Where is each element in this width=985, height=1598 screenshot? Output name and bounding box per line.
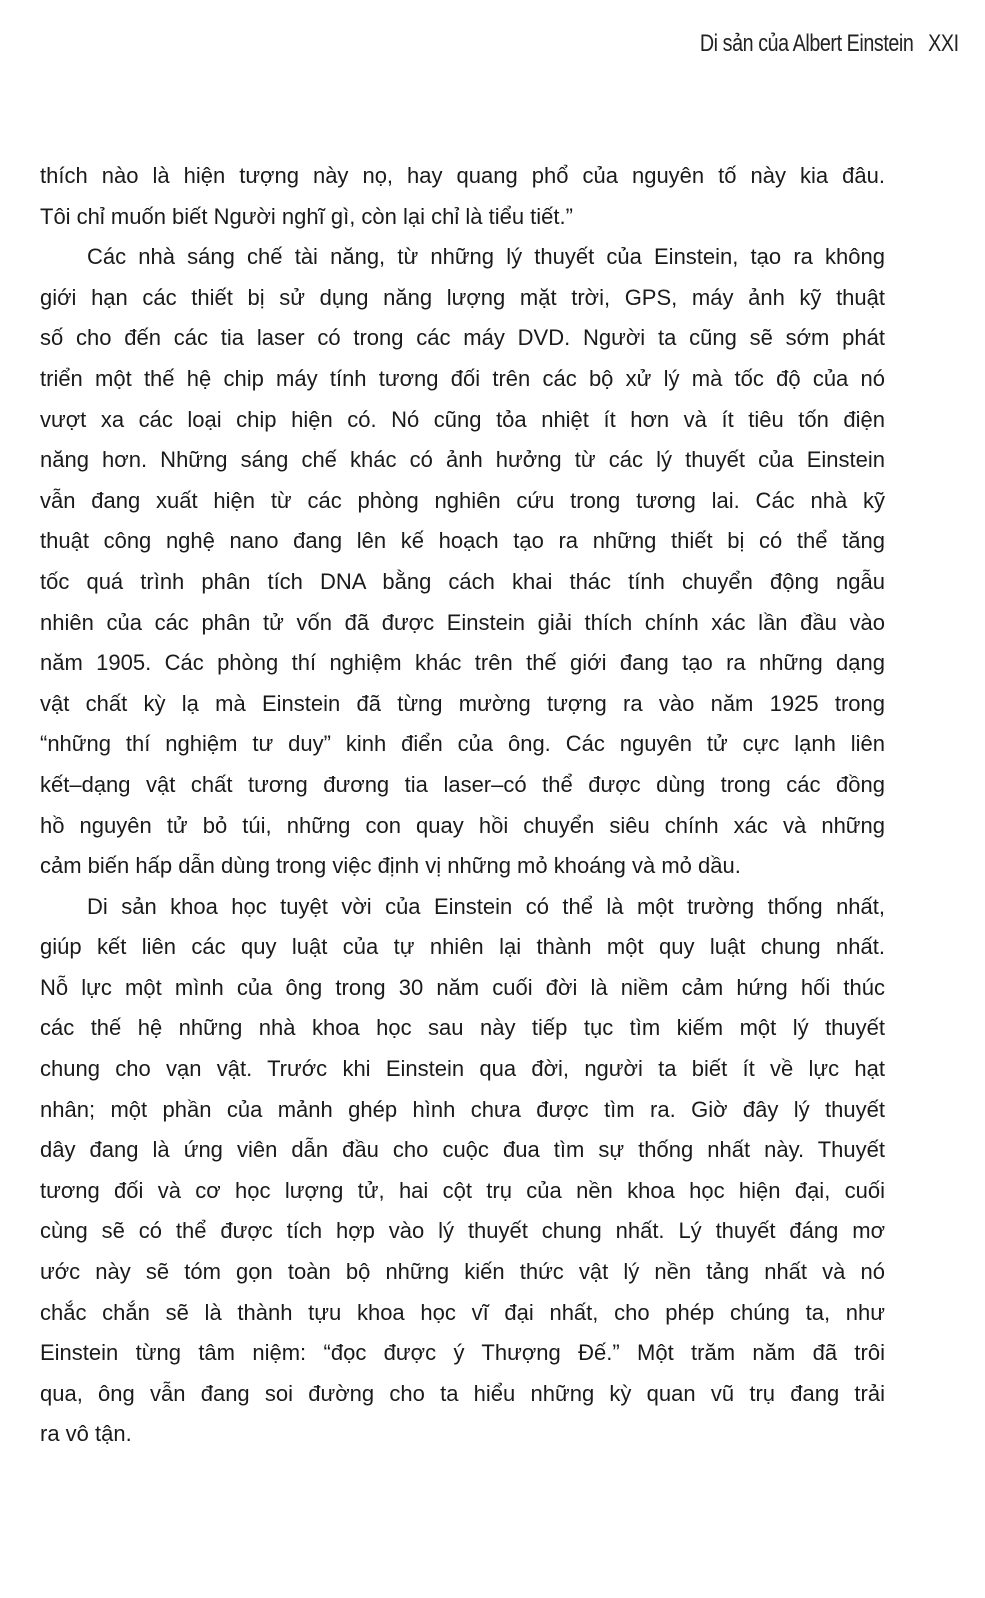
- text-line: các thế hệ những nhà khoa học sau này tiếp tục tìm kiếm một lý thuyết: [40, 1015, 885, 1041]
- text-line: qua, ông vẫn đang soi đường cho ta hiểu những kỳ quan vũ trụ đang trải: [40, 1380, 885, 1406]
- page-number: XXI: [928, 30, 959, 57]
- paragraph: [40, 156, 885, 237]
- text-line: kết–dạng vật chất tương đương tia laser–có thể được dùng trong các đồng: [40, 771, 885, 797]
- text-line: nhiên của các phân tử vốn đã được Einstein giải thích chính xác lần đầu vào: [40, 609, 885, 635]
- text-line: năng hơn. Những sáng chế khác có ảnh hưởng từ các lý thuyết của Einstein: [40, 447, 885, 473]
- text-line: thuật công nghệ nano đang lên kế hoạch tạo ra những thiết bị có thể tăng: [40, 528, 885, 554]
- text-line: Tôi chỉ muốn biết Người nghĩ gì, còn lại chỉ là tiểu tiết.”: [40, 203, 573, 229]
- text-line: thích nào là hiện tượng này nọ, hay quang phổ của nguyên tố này kia đâu.: [40, 163, 885, 188]
- text-line: ra vô tận.: [40, 1421, 132, 1447]
- text-line: Nỗ lực một mình của ông trong 30 năm cuối đời là niềm cảm hứng hối thúc: [40, 974, 885, 1000]
- text-line: Einstein từng tâm niệm: “đọc được ý Thượng Đế.” Một trăm năm đã trôi: [40, 1340, 885, 1366]
- text-line: hồ nguyên tử bỏ túi, những con quay hồi chuyển siêu chính xác và những: [40, 812, 885, 838]
- text-line: tốc quá trình phân tích DNA bằng cách khai thác tính chuyển động ngẫu: [40, 568, 885, 594]
- text-line: vật chất kỳ lạ mà Einstein đã từng mường tượng ra vào năm 1925 trong: [40, 690, 885, 716]
- text-line: chung cho vạn vật. Trước khi Einstein qua đời, người ta biết ít về lực hạt: [40, 1056, 885, 1082]
- text-line: “những thí nghiệm tư duy” kinh điển của ông. Các nguyên tử cực lạnh liên: [40, 731, 885, 757]
- text-line: Các nhà sáng chế tài năng, từ những lý thuyết của Einstein, tạo ra không: [87, 244, 885, 270]
- text-line: giúp kết liên các quy luật của tự nhiên lại thành một quy luật chung nhất.: [40, 934, 885, 960]
- text-line: nhân; một phần của mảnh ghép hình chưa được tìm ra. Giờ đây lý thuyết: [40, 1096, 885, 1122]
- paragraph: [40, 237, 885, 887]
- paragraph: [40, 887, 885, 1455]
- body-text: [40, 156, 885, 1455]
- text-line: ước này sẽ tóm gọn toàn bộ những kiến thức vật lý nền tảng nhất và nó: [40, 1259, 885, 1285]
- text-line: cùng sẽ có thể được tích hợp vào lý thuyết chung nhất. Lý thuyết đáng mơ: [40, 1218, 885, 1244]
- text-line: cảm biến hấp dẫn dùng trong việc định vị những mỏ khoáng và mỏ dầu.: [40, 853, 741, 879]
- text-line: giới hạn các thiết bị sử dụng năng lượng mặt trời, GPS, máy ảnh kỹ thuật: [40, 284, 885, 310]
- text-line: vượt xa các loại chip hiện có. Nó cũng tỏa nhiệt ít hơn và ít tiêu tốn điện: [40, 406, 885, 432]
- text-line: số cho đến các tia laser có trong các máy DVD. Người ta cũng sẽ sớm phát: [40, 325, 885, 351]
- text-line: vẫn đang xuất hiện từ các phòng nghiên cứu trong tương lai. Các nhà kỹ: [40, 487, 885, 513]
- running-header: [700, 30, 959, 58]
- text-line: tương đối và cơ học lượng tử, hai cột trụ của nền khoa học hiện đại, cuối: [40, 1177, 885, 1203]
- text-line: năm 1905. Các phòng thí nghiệm khác trên thế giới đang tạo ra những dạng: [40, 650, 885, 676]
- text-line: dây đang là ứng viên dẫn đầu cho cuộc đua tìm sự thống nhất này. Thuyết: [40, 1137, 885, 1163]
- text-line: triển một thế hệ chip máy tính tương đối trên các bộ xử lý mà tốc độ của nó: [40, 365, 885, 391]
- running-header-title: Di sản của Albert Einstein: [700, 30, 914, 57]
- text-line: Di sản khoa học tuyệt vời của Einstein có thể là một trường thống nhất,: [87, 893, 885, 919]
- text-line: chắc chắn sẽ là thành tựu khoa học vĩ đại nhất, cho phép chúng ta, như: [40, 1299, 885, 1325]
